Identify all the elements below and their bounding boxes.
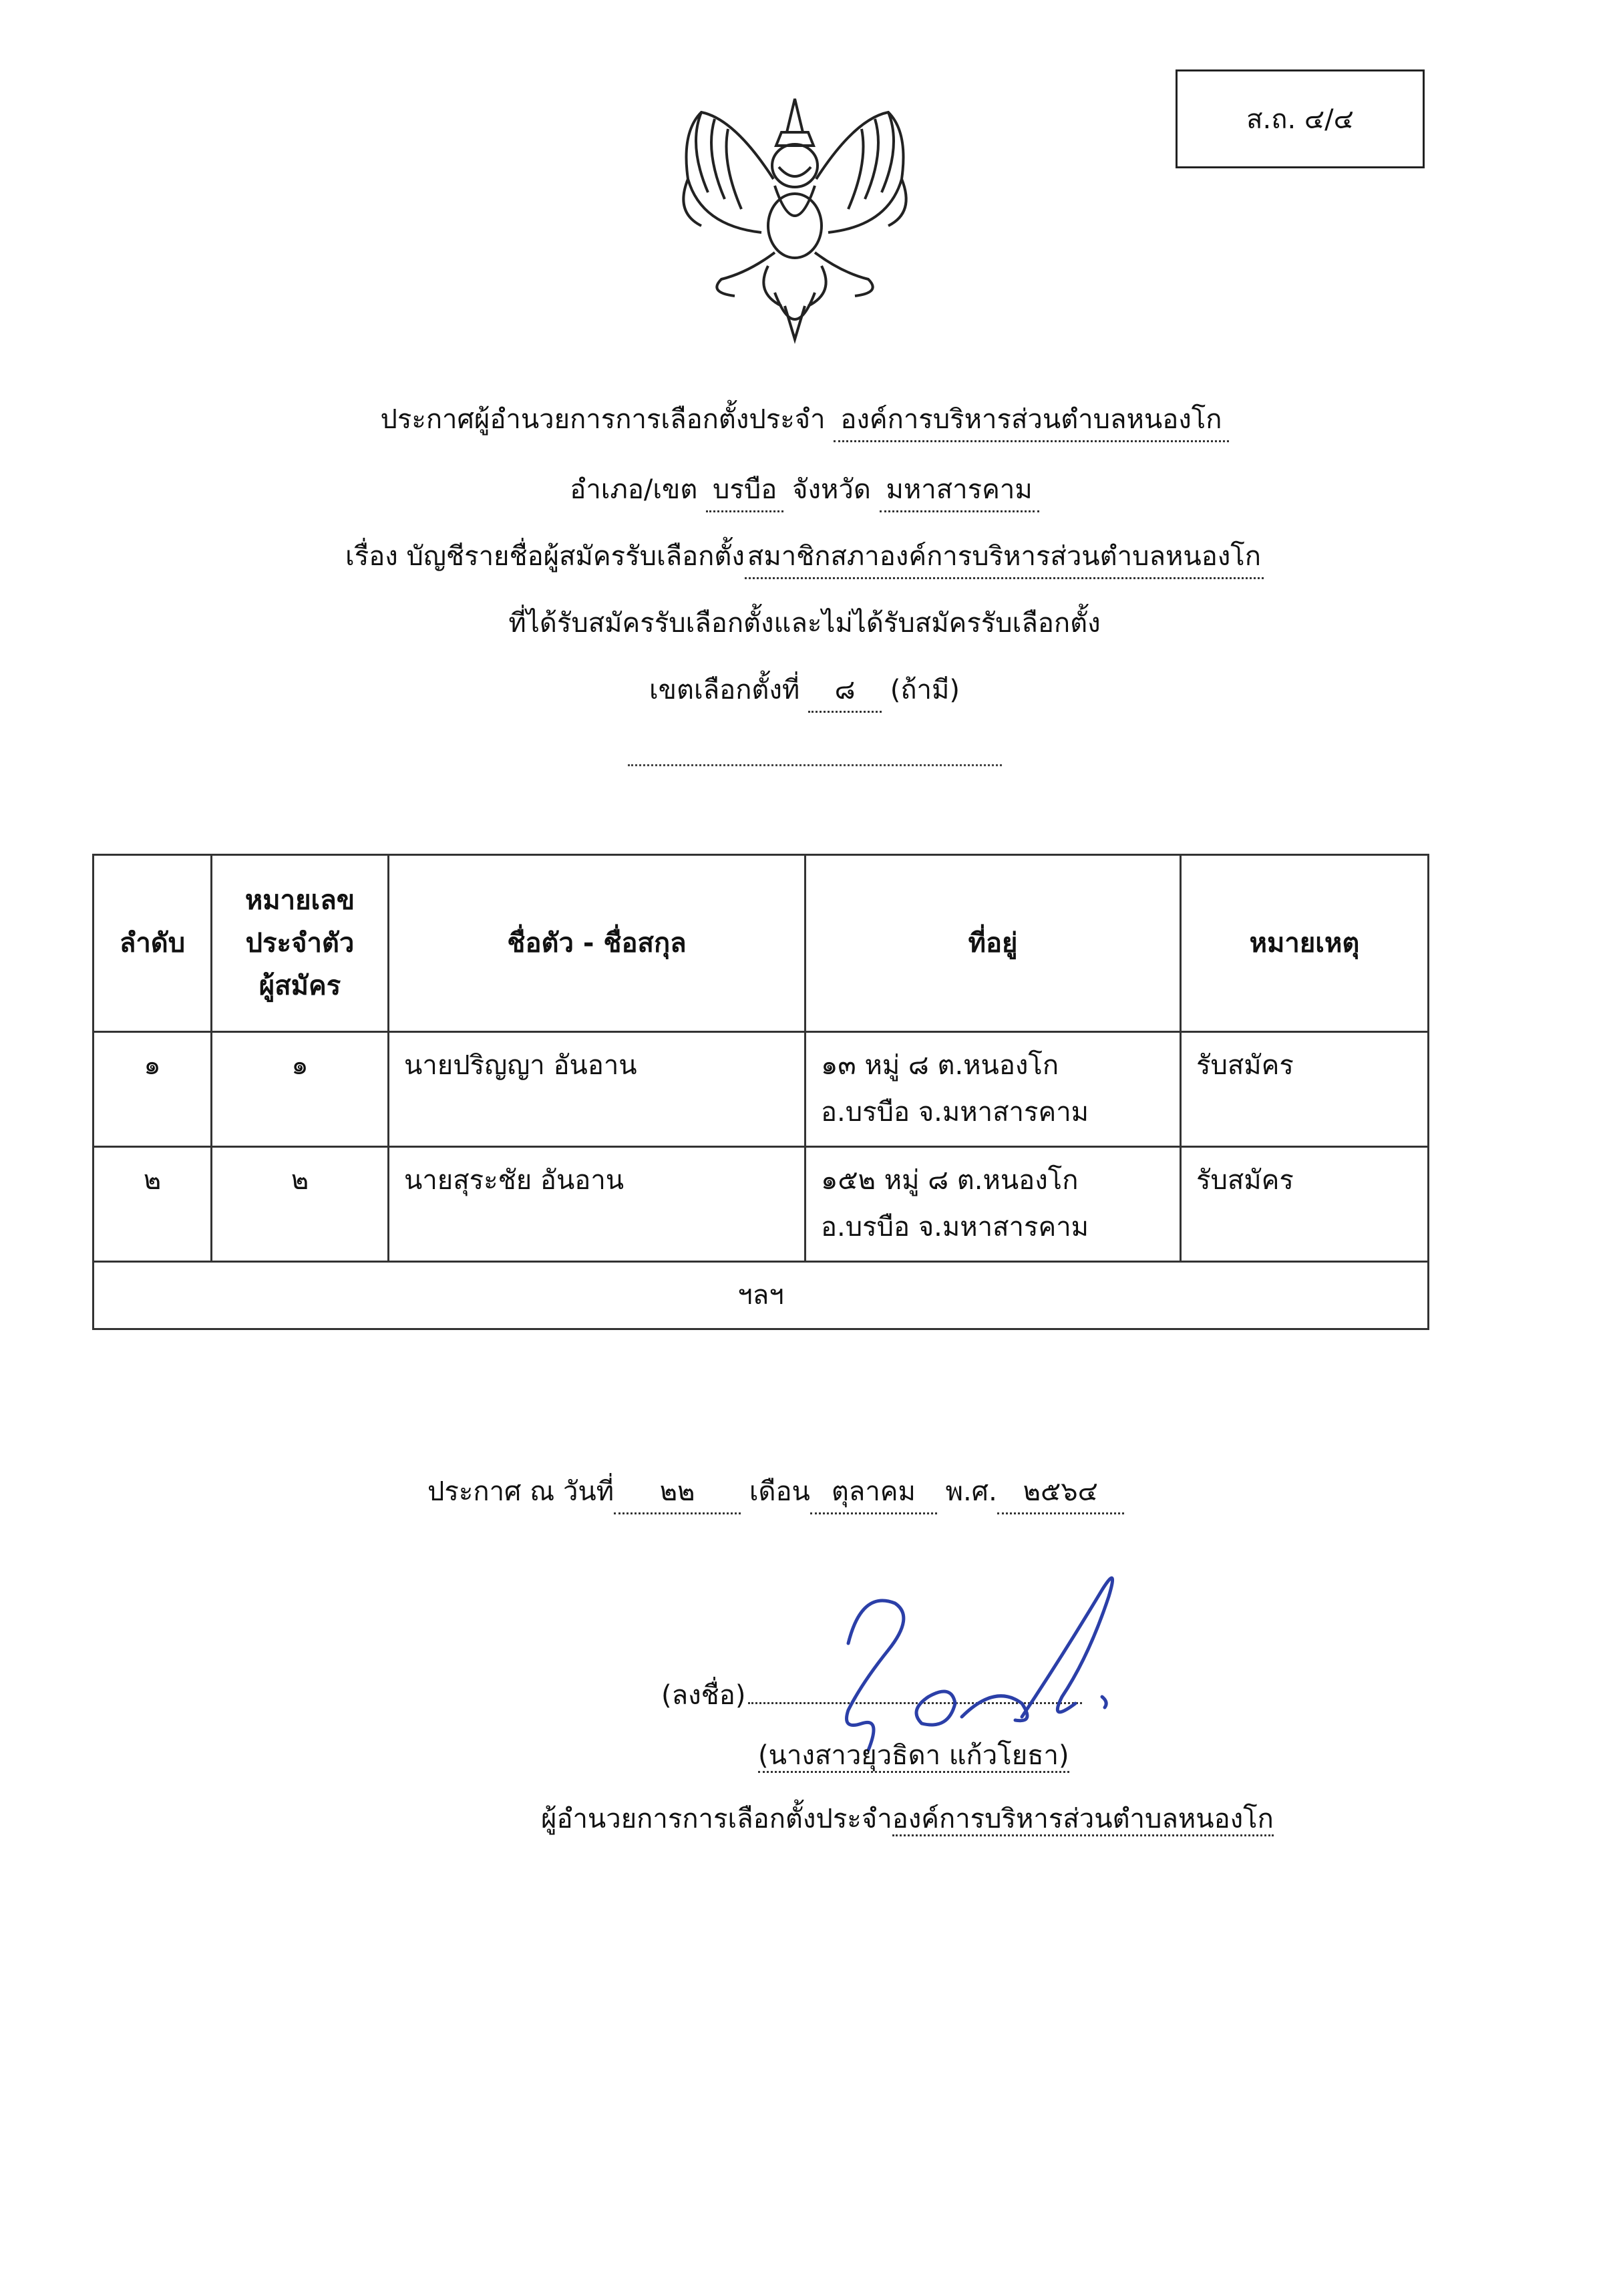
announcement-year: ๒๕๖๔ bbox=[997, 1470, 1124, 1514]
row-remark: รับสมัคร bbox=[1181, 1032, 1429, 1147]
signer-name bbox=[758, 1734, 1069, 1776]
table-footer-row bbox=[94, 1262, 1429, 1329]
row-remark: รับสมัคร bbox=[1181, 1147, 1429, 1262]
district-label: อำเภอ/เขต bbox=[570, 474, 698, 505]
form-code: ส.ถ. ๔/๔ bbox=[1246, 104, 1354, 135]
table-row bbox=[94, 1147, 1429, 1262]
form-code-box bbox=[1176, 69, 1425, 168]
row-order: ๒ bbox=[94, 1147, 212, 1262]
header-line-4 bbox=[0, 601, 1609, 644]
signer-title bbox=[541, 1797, 1274, 1840]
subject-line-2: ที่ได้รับสมัครรับเลือกตั้งและไม่ได้รับสมัครรับเลือกตั้ง bbox=[508, 608, 1101, 639]
handwritten-signature bbox=[822, 1550, 1142, 1764]
row-number: ๑ bbox=[212, 1032, 389, 1147]
signer-name-text: (นางสาวยุวธิดา แก้วโยธา) bbox=[758, 1740, 1069, 1773]
province-value: มหาสารคาม bbox=[880, 468, 1039, 512]
row-address-line-2: อ.บรบือ จ.มหาสารคาม bbox=[821, 1097, 1089, 1128]
district-value: บรบือ bbox=[706, 468, 783, 512]
header-number-line-2: ประจำตัว bbox=[245, 928, 355, 959]
header-remark: หมายเหตุ bbox=[1181, 855, 1429, 1032]
constituency-suffix: (ถ้ามี) bbox=[890, 675, 960, 705]
row-order: ๑ bbox=[94, 1032, 212, 1147]
header-prefix: ประกาศผู้อำนวยการการเลือกตั้งประจำ bbox=[380, 404, 826, 435]
subject-prefix: เรื่อง บัญชีรายชื่อผู้สมัครรับเลือกตั้ง bbox=[345, 541, 745, 572]
signer-title-org: องค์การบริหารส่วนตำบลหนองโก bbox=[892, 1804, 1274, 1836]
row-number: ๒ bbox=[212, 1147, 389, 1262]
header-number-line-1: หมายเลข bbox=[244, 885, 355, 916]
announcement-month: ตุลาคม bbox=[810, 1470, 937, 1514]
header-address: ที่อยู่ bbox=[806, 855, 1181, 1032]
row-name: นายปริญญา อันอาน bbox=[389, 1032, 806, 1147]
row-address bbox=[806, 1032, 1181, 1147]
row-address-line-1: ๑๕๒ หมู่ ๘ ต.หนองโก bbox=[821, 1165, 1079, 1196]
header-number-line-3: ผู้สมัคร bbox=[258, 971, 341, 1001]
row-name: นายสุระชัย อันอาน bbox=[389, 1147, 806, 1262]
table-header-row bbox=[94, 855, 1429, 1032]
subject-fill: สมาชิกสภาองค์การบริหารส่วนตำบลหนองโก bbox=[745, 534, 1264, 579]
province-label: จังหวัด bbox=[792, 474, 871, 505]
constituency-label: เขตเลือกตั้งที่ bbox=[649, 675, 800, 705]
row-address-line-2: อ.บรบือ จ.มหาสารคาม bbox=[821, 1212, 1089, 1243]
announcement-month-label: เดือน bbox=[749, 1476, 810, 1507]
announcement-prefix: ประกาศ ณ วันที่ bbox=[427, 1476, 614, 1507]
candidate-table bbox=[92, 854, 1429, 1330]
constituency-value: ๘ bbox=[808, 668, 882, 713]
separator-dotted bbox=[628, 764, 1002, 766]
header-line-1 bbox=[0, 397, 1609, 442]
row-address-line-1: ๑๓ หมู่ ๘ ต.หนองโก bbox=[821, 1050, 1059, 1081]
garuda-emblem bbox=[661, 92, 928, 346]
header-order: ลำดับ bbox=[94, 855, 212, 1032]
announcement-year-label: พ.ศ. bbox=[945, 1476, 997, 1507]
row-address bbox=[806, 1147, 1181, 1262]
header-name: ชื่อตัว - ชื่อสกุล bbox=[389, 855, 806, 1032]
signature-label: (ลงชื่อ) bbox=[661, 1680, 746, 1711]
table-footer-etc: ฯลฯ bbox=[94, 1262, 1429, 1329]
header-line-2 bbox=[0, 468, 1609, 512]
table-row bbox=[94, 1032, 1429, 1147]
header-line-5 bbox=[0, 668, 1609, 713]
header-organization: องค์การบริหารส่วนตำบลหนองโก bbox=[834, 397, 1228, 442]
signature-strokes bbox=[847, 1578, 1113, 1750]
header-number bbox=[212, 855, 389, 1032]
header-line-3 bbox=[0, 534, 1609, 579]
signer-title-prefix: ผู้อำนวยการการเลือกตั้งประจำ bbox=[541, 1804, 892, 1834]
announcement-day: ๒๒ bbox=[614, 1470, 741, 1514]
announcement-date bbox=[427, 1470, 1124, 1514]
